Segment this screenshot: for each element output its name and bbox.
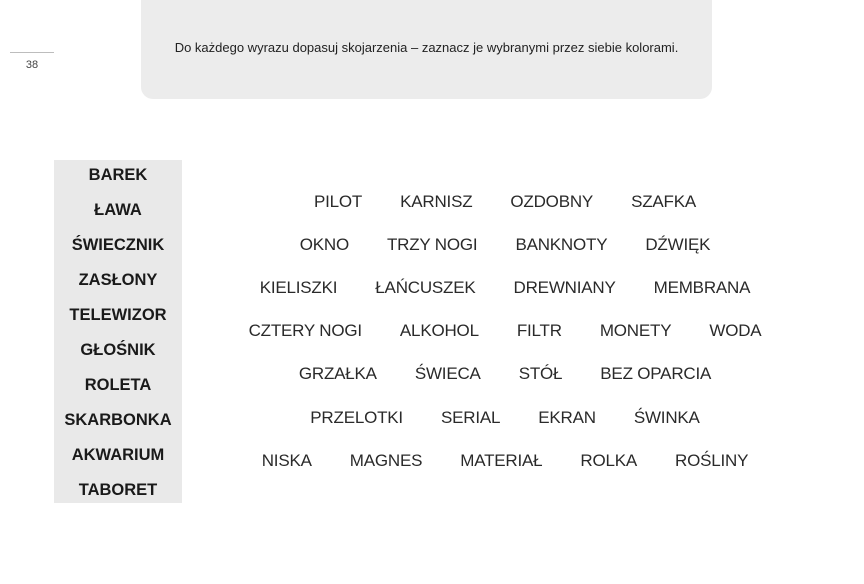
word-item[interactable]: SKARBONKA bbox=[64, 411, 172, 429]
associations-row bbox=[240, 223, 770, 266]
associations-row bbox=[240, 353, 770, 396]
instruction-box bbox=[141, 0, 712, 99]
association-item[interactable]: SZAFKA bbox=[631, 191, 696, 211]
word-item[interactable]: BAREK bbox=[88, 166, 148, 184]
association-item[interactable]: MATERIAŁ bbox=[460, 450, 543, 470]
association-item[interactable]: ŚWINKA bbox=[633, 407, 700, 427]
association-item[interactable]: OKNO bbox=[299, 234, 349, 254]
association-item[interactable]: CZTERY NOGI bbox=[248, 321, 362, 341]
associations-row bbox=[240, 310, 770, 353]
associations-row bbox=[240, 180, 770, 223]
word-item[interactable]: ŁAWA bbox=[94, 201, 142, 219]
word-item[interactable]: TELEWIZOR bbox=[69, 306, 167, 324]
association-item[interactable]: PILOT bbox=[313, 191, 363, 211]
word-item[interactable]: AKWARIUM bbox=[71, 446, 165, 464]
association-item[interactable]: PRZELOTKI bbox=[310, 407, 403, 427]
association-item[interactable]: WODA bbox=[709, 321, 762, 341]
association-item[interactable]: ŁAŃCUSZEK bbox=[375, 277, 476, 297]
associations-row bbox=[240, 266, 770, 309]
associations-area bbox=[240, 180, 770, 482]
page-number: 38 bbox=[25, 59, 39, 71]
association-item[interactable]: STÓŁ bbox=[518, 364, 563, 384]
association-item[interactable]: KARNISZ bbox=[400, 191, 473, 211]
association-item[interactable]: ROLKA bbox=[580, 450, 638, 470]
association-item[interactable]: DREWNIANY bbox=[513, 277, 616, 297]
word-item[interactable]: GŁOŚNIK bbox=[80, 341, 156, 359]
association-item[interactable]: OZDOBNY bbox=[510, 191, 594, 211]
associations-row bbox=[240, 396, 770, 439]
association-item[interactable]: ŚWIECA bbox=[414, 364, 481, 384]
association-item[interactable]: GRZAŁKA bbox=[298, 364, 377, 384]
instruction-text: Do każdego wyrazu dopasuj skojarzenia – zaznacz je wybranymi przez siebie kolorami. bbox=[174, 40, 679, 55]
associations-row bbox=[240, 439, 770, 482]
association-item[interactable]: MEMBRANA bbox=[653, 277, 751, 297]
association-item[interactable]: ROŚLINY bbox=[675, 450, 749, 470]
word-item[interactable]: ROLETA bbox=[84, 376, 152, 394]
association-item[interactable]: TRZY NOGI bbox=[386, 234, 478, 254]
association-item[interactable]: ALKOHOL bbox=[399, 321, 479, 341]
association-item[interactable]: KIELISZKI bbox=[259, 277, 338, 297]
association-item[interactable]: DŹWIĘK bbox=[645, 234, 711, 254]
association-item[interactable]: MONETY bbox=[599, 321, 672, 341]
word-item[interactable]: ŚWIECZNIK bbox=[71, 236, 165, 254]
word-item[interactable]: ZASŁONY bbox=[78, 271, 158, 289]
association-item[interactable]: BANKNOTY bbox=[515, 234, 608, 254]
word-item[interactable]: TABORET bbox=[78, 481, 158, 499]
association-item[interactable]: FILTR bbox=[516, 321, 562, 341]
words-column bbox=[54, 160, 182, 503]
association-item[interactable]: BEZ OPARCIA bbox=[600, 364, 712, 384]
association-item[interactable]: MAGNES bbox=[349, 450, 423, 470]
association-item[interactable]: EKRAN bbox=[538, 407, 596, 427]
page-number-rule bbox=[10, 52, 54, 53]
association-item[interactable]: SERIAL bbox=[440, 407, 501, 427]
association-item[interactable]: NISKA bbox=[261, 450, 312, 470]
